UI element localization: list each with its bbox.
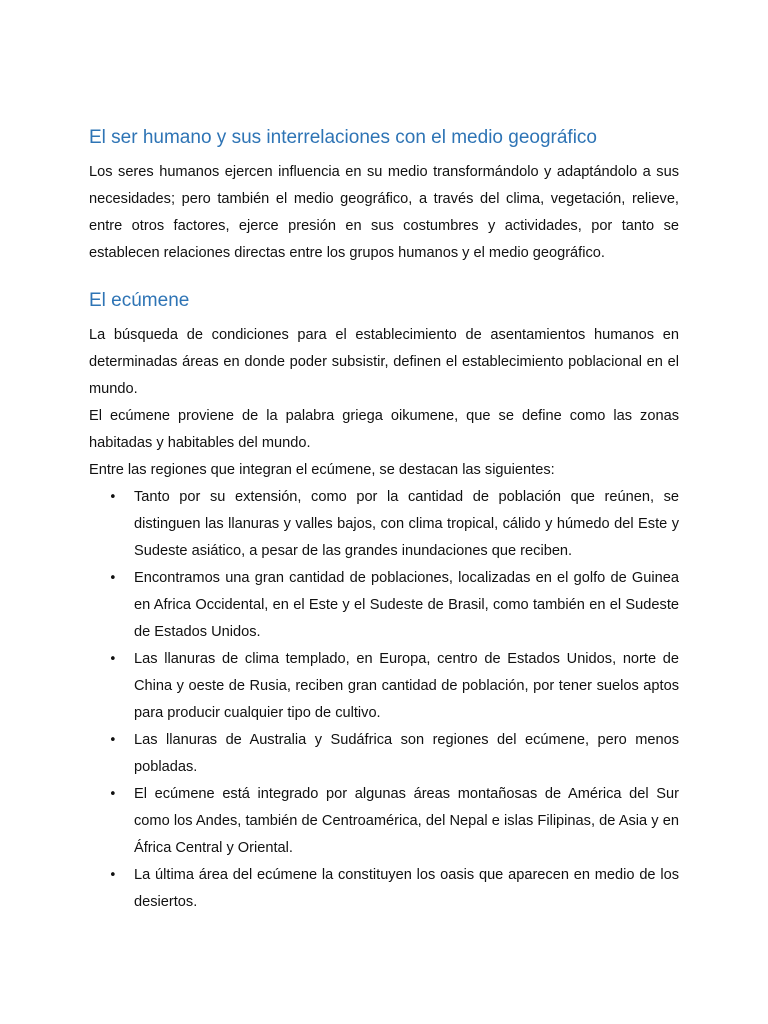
paragraph-ser-humano: Los seres humanos ejercen influencia en su medio transformándolo y adaptándolo a sus necesidades; pero también el medio geográfico, a través del clima, vegetación, relieve, entre otros factores, ejerce presión en sus costumbres y actividades, por tanto se establecen relaciones directas entre los grupos humanos y el medio geográfico.: [89, 164, 679, 261]
section-heading-ecumene: El ecúmene: [89, 290, 190, 311]
bullet-icon: •: [109, 868, 117, 883]
list-item-text: Las llanuras de Australia y Sudáfrica son regiones del ecúmene, pero menos pobladas.: [134, 732, 679, 775]
document-page: [89, 124, 679, 916]
bullet-icon: •: [109, 571, 117, 586]
regions-list: [89, 484, 679, 916]
list-item-text: La última área del ecúmene la constituyen los oasis que aparecen en medio de los desiertos.: [134, 867, 679, 910]
bullet-icon: •: [109, 733, 117, 748]
list-item: [89, 484, 679, 565]
list-item: [89, 646, 679, 727]
paragraph-definicion-ecumene: El ecúmene proviene de la palabra griega oikumene, que se define como las zonas habitadas y habitables del mundo.: [89, 408, 679, 451]
list-item-text: Encontramos una gran cantidad de poblaciones, localizadas en el golfo de Guinea en Africa Occidental, en el Este y el Sudeste de Brasil, como también en el Sudeste de Estados Unidos.: [134, 570, 679, 640]
list-item-text: Tanto por su extensión, como por la cantidad de población que reúnen, se distinguen las llanuras y valles bajos, con clima tropical, cálido y húmedo del Este y Sudeste asiático, a pesar de las grandes inundaciones que reciben.: [134, 489, 679, 559]
bullet-icon: •: [109, 787, 117, 802]
paragraph-regiones-intro: Entre las regiones que integran el ecúmene, se destacan las siguientes:: [89, 462, 555, 478]
list-item: [89, 862, 679, 916]
list-item-text: El ecúmene está integrado por algunas áreas montañosas de América del Sur como los Andes, también de Centroamérica, del Nepal e islas Filipinas, de Asia y en África Central y Oriental.: [134, 786, 679, 856]
bullet-icon: •: [109, 490, 117, 505]
list-item: [89, 727, 679, 781]
section-heading-ser-humano: El ser humano y sus interrelaciones con el medio geográfico: [89, 127, 597, 148]
list-item-text: Las llanuras de clima templado, en Europa, centro de Estados Unidos, norte de China y oeste de Rusia, reciben gran cantidad de población, por tener suelos aptos para producir cualquier tipo de cultivo.: [134, 651, 679, 721]
bullet-icon: •: [109, 652, 117, 667]
paragraph-busqueda: La búsqueda de condiciones para el establecimiento de asentamientos humanos en determinadas áreas en donde poder subsistir, definen el establecimiento poblacional en el mundo.: [89, 327, 679, 397]
list-item: [89, 781, 679, 862]
list-item: [89, 565, 679, 646]
